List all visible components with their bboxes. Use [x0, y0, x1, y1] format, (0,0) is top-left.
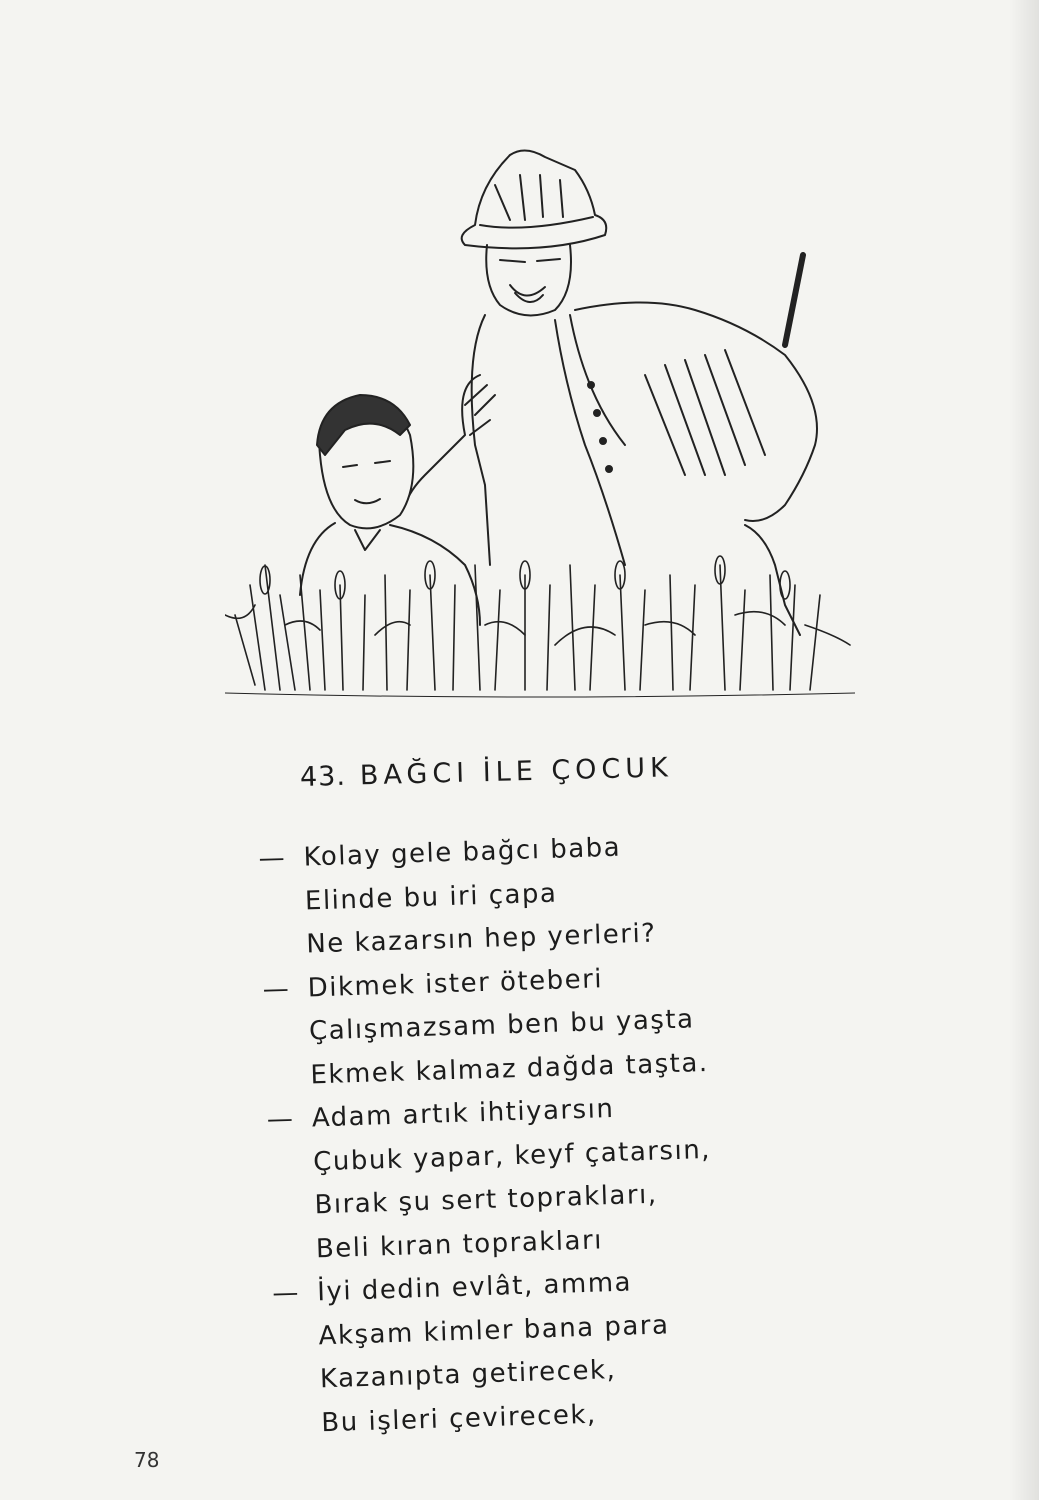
lesson-number: 43. [299, 760, 347, 793]
poem-line-text: Çubuk yapar, keyf çatarsın, [312, 1134, 712, 1177]
boy-shirt [300, 523, 480, 625]
poem-line-text: Kazanıpta getirecek, [319, 1355, 617, 1395]
illustration-old-vintner-and-boy [225, 145, 855, 700]
poem-line-text: Elinde bu iri çapa [304, 878, 558, 917]
poem-line-text: Bu işleri çevirecek, [320, 1399, 598, 1438]
old-man-face [486, 245, 571, 315]
poem-line-text: Dikmek ister öteberi [307, 963, 604, 1004]
poem-line-text: Çalışmazsam ben bu yaşta [308, 1004, 695, 1047]
dialogue-dash: — [266, 1104, 295, 1135]
poem-line-text: Ne kazarsın hep yerleri? [305, 918, 657, 960]
lesson-title [300, 752, 674, 793]
poem-line-text: Akşam kimler bana para [318, 1309, 670, 1351]
poem-line-text: Ekmek kalmaz dağda taşta. [309, 1047, 710, 1090]
hat [462, 150, 607, 248]
old-man-arm [405, 375, 480, 505]
dialogue-dash: — [271, 1277, 301, 1309]
dialogue-dash: — [262, 973, 291, 1005]
poem-line-text: Adam artık ihtiyarsın [311, 1093, 615, 1134]
poem-line-text: İyi dedin evlât, amma [316, 1267, 633, 1308]
dialogue-dash: — [258, 843, 287, 874]
lesson-title-text: BAĞCI İLE ÇOCUK [359, 752, 674, 792]
poem-line-text: Kolay gele bağcı baba [303, 832, 622, 873]
old-man-body [472, 303, 817, 566]
page-edge-shadow [1009, 0, 1039, 1500]
page-number: 78 [134, 1448, 160, 1472]
poem-line-text: Beli kıran toprakları [315, 1224, 604, 1264]
wheat-field [225, 556, 855, 697]
poem [258, 824, 720, 1447]
poem-line-text: Bırak şu sert toprakları, [314, 1179, 658, 1221]
